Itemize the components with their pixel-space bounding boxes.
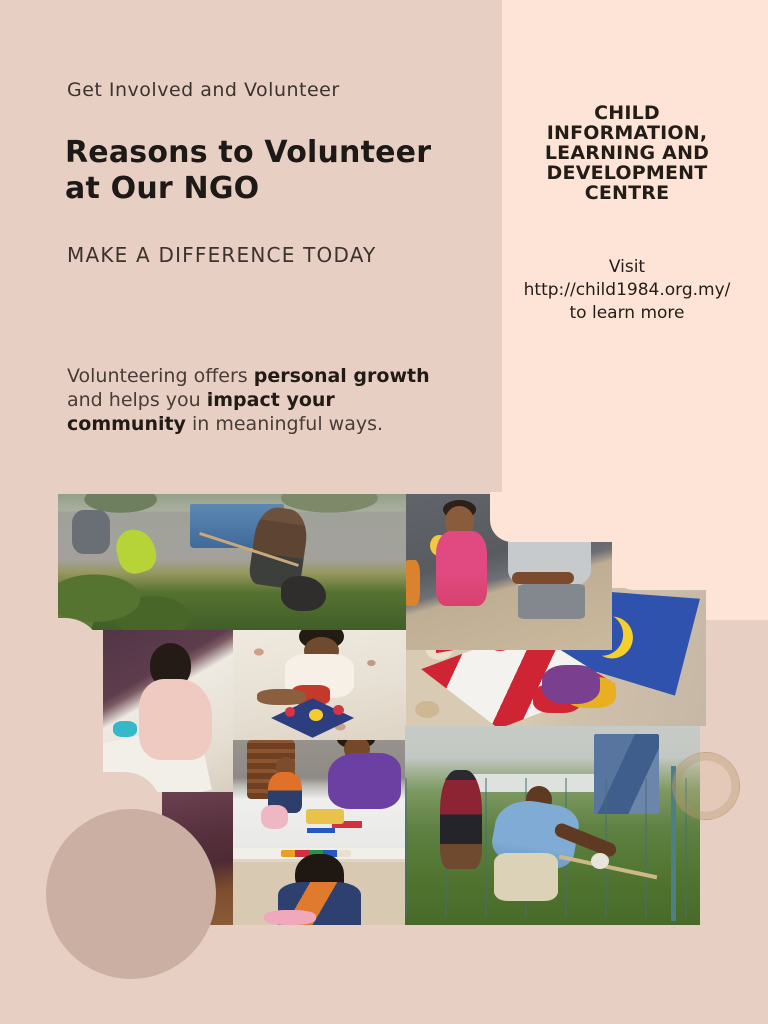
- collage-notch-top: [490, 492, 612, 542]
- woman-pink-top: [139, 679, 212, 760]
- collage-notch-right: [612, 492, 706, 590]
- blue-craft-item: [113, 721, 136, 737]
- craft-tray-shape: [306, 809, 344, 824]
- visit-info: [496, 256, 758, 325]
- purple-blouse-shape: [328, 753, 401, 809]
- photo-community-cleanup: [58, 494, 406, 630]
- intro-segment-3: in meaningful ways.: [185, 413, 384, 435]
- title-line-2: at Our NGO: [65, 171, 260, 206]
- trash-bag-shape: [281, 576, 326, 611]
- legs-shape: [257, 689, 305, 704]
- foreground-plants: [58, 546, 211, 630]
- girl-pink-outfit: [436, 531, 486, 606]
- red-flower-dot: [285, 707, 295, 717]
- org-url: http://child1984.org.my/: [523, 280, 731, 300]
- decorative-circle: [46, 809, 216, 979]
- man-shorts-shape: [518, 584, 585, 618]
- subtitle-text: MAKE A DIFFERENCE TODAY: [67, 243, 377, 267]
- org-name-line-2: INFORMATION,: [546, 122, 708, 144]
- intro-paragraph: [67, 364, 455, 436]
- org-name-line-3: LEARNING AND: [544, 142, 710, 164]
- org-name-line-5: CENTRE: [584, 182, 670, 204]
- intro-segment-1: Volunteering offers: [67, 365, 254, 387]
- org-name-line-1: CHILD: [594, 102, 660, 124]
- glove-shape: [591, 853, 609, 869]
- poster-title: [65, 135, 431, 207]
- photo-girl-decorating-kite: [233, 630, 406, 740]
- org-name-line-4: DEVELOPMENT: [546, 162, 708, 184]
- org-name: [496, 103, 758, 203]
- watermark-seal: [672, 752, 740, 820]
- photo-mother-and-child-craft: [233, 740, 406, 848]
- man-arm-shape: [512, 572, 575, 584]
- photo-woman-crafting: [103, 630, 233, 792]
- photo-man-gardening: [405, 726, 700, 925]
- title-line-1: Reasons to Volunteer: [65, 135, 432, 170]
- visit-word: Visit: [608, 257, 646, 277]
- red-flower-dot: [333, 705, 343, 715]
- pink-cushion-shape: [261, 805, 289, 829]
- photo-girl-with-braid: [233, 848, 406, 925]
- kite-sticker-shape: [542, 665, 600, 704]
- intro-bold-impact-community: impact your community: [67, 389, 335, 435]
- man-beige-shorts: [494, 853, 559, 901]
- intro-segment-2: and helps you: [67, 389, 207, 411]
- visit-more: to learn more: [569, 303, 685, 323]
- intro-bold-personal-growth: personal growth: [253, 365, 430, 387]
- kicker-text: Get Involved and Volunteer: [67, 79, 340, 101]
- pink-pants-shape: [264, 910, 316, 925]
- teen-red-shirt-figure: [440, 770, 481, 870]
